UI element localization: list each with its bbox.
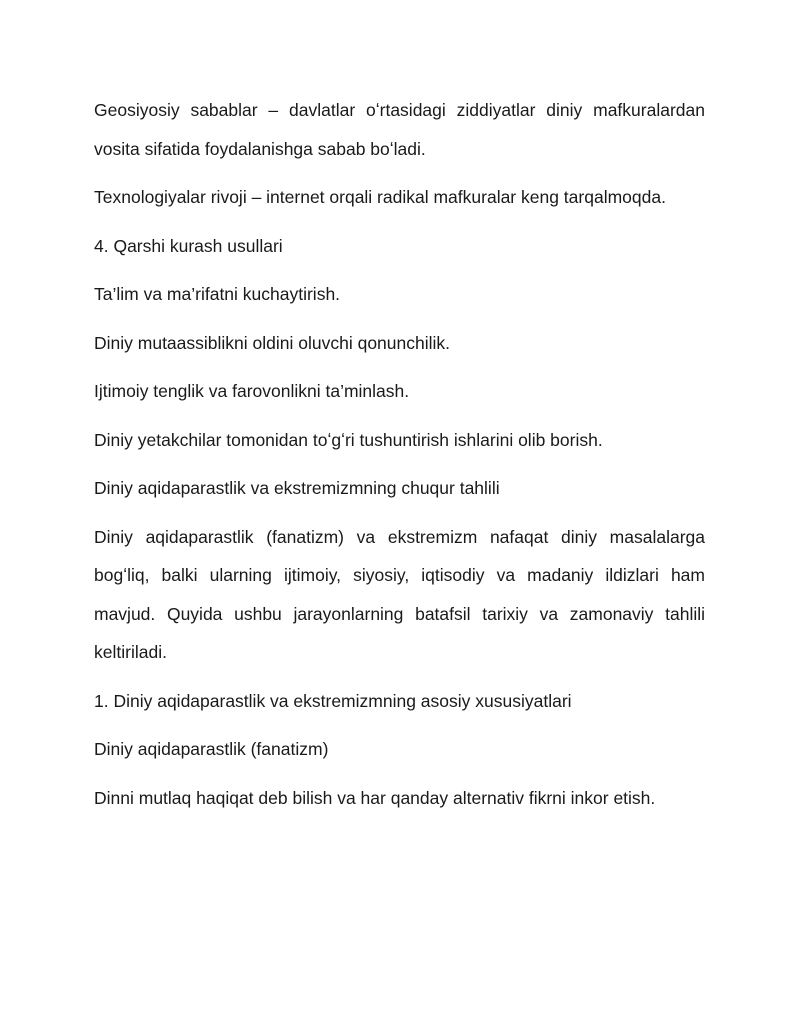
list-item-legislation: Diniy mutaassiblikni oldini oluvchi qonunchilik. xyxy=(94,332,451,353)
section-heading-main-features: 1. Diniy aqidaparastlik va ekstremizmning asosiy xususiyatlari xyxy=(94,690,572,711)
paragraph-geopolitical-reasons: Geosiyosiy sabablar – davlatlar oʻrtasidagi ziddiyatlar diniy mafkuralardan vosita sifatida foydalanishga sabab boʻladi. xyxy=(94,100,705,159)
document-body xyxy=(94,91,705,827)
paragraph-analysis-intro: Diniy aqidaparastlik (fanatizm) va ekstremizm nafaqat diniy masalalarga bogʻliq, balki ularning ijtimoiy, siyosiy, iqtisodiy va madaniy ildizlari ham mavjud. Quyida ushbu jarayonlarning batafsil tarixiy va zamonaviy tahlili keltiriladi. xyxy=(94,526,705,662)
paragraph-technology-development: Texnologiyalar rivoji – internet orqali radikal mafkuralar keng tarqalmoqda. xyxy=(94,187,666,207)
section-heading-deep-analysis: Diniy aqidaparastlik va ekstremizmning chuqur tahlili xyxy=(94,478,500,498)
subheading-fanaticism: Diniy aqidaparastlik (fanatizm) xyxy=(94,739,329,759)
section-heading-countermeasures: 4. Qarshi kurash usullari xyxy=(94,235,283,256)
paragraph-absolute-truth: Dinni mutlaq haqiqat deb bilish va har qanday alternativ fikrni inkor etish. xyxy=(94,787,656,808)
list-item-education: Ta’lim va ma’rifatni kuchaytirish. xyxy=(94,284,341,304)
list-item-social-equality: Ijtimoiy tenglik va farovonlikni ta’minlash. xyxy=(94,381,410,401)
list-item-religious-leaders: Diniy yetakchilar tomonidan toʻgʻri tushuntirish ishlarini olib borish. xyxy=(94,429,603,450)
